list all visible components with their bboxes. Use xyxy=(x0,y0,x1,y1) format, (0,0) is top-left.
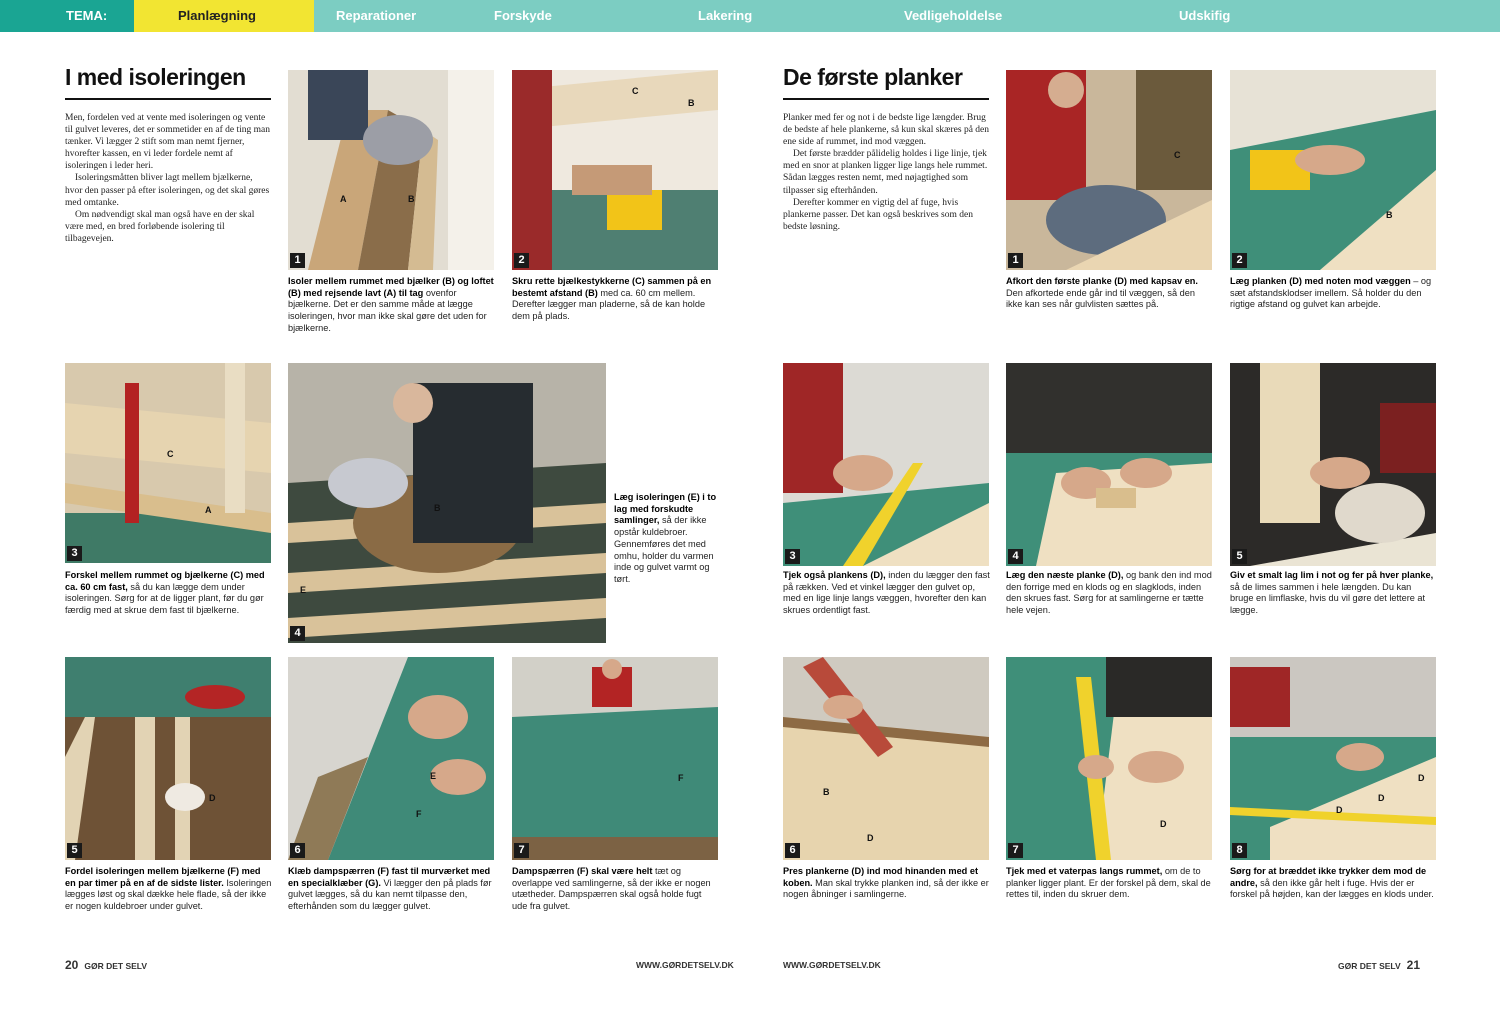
nav-tab-lacquer[interactable]: Lakering xyxy=(698,8,753,23)
callout-label: B xyxy=(1386,210,1393,220)
left-footer-url[interactable]: WWW.GØRDETSELV.DK xyxy=(636,960,734,970)
caption-step-2: Læg planken (D) med noten mod væggen – og sæt afstandsklodser imellem. Så holder du den rigtige afstand og gulvet kan arbejde. xyxy=(1230,276,1432,310)
photo-step-5-glue-planks xyxy=(1230,363,1436,566)
nav-tab-planning[interactable]: Planlægning xyxy=(134,0,314,32)
caption-step-6: Klæb dampspærren (F) fast til murværket med en specialklæber (G). Vi lægger den på plads før gulvet lægges, så du kan nemt tilpasse den, efterhånden som du lægger gulvet. xyxy=(288,866,492,912)
left-intro-text xyxy=(65,112,272,245)
nav-tab-maintenance[interactable]: Vedligeholdelse xyxy=(904,8,1003,23)
step-number-badge: 3 xyxy=(785,549,800,564)
callout-label: D xyxy=(867,833,874,843)
caption-step-2: Skru rette bjælkestykkerne (C) sammen på en bestemt afstand (B) med ca. 60 cm mellem. Derefter lægger man pladerne, så de kan holde dem på plads. xyxy=(512,276,712,322)
right-footer xyxy=(1338,958,1420,972)
callout-label: A xyxy=(340,194,347,204)
photo-step-1-insulation-joists xyxy=(288,70,494,270)
callout-label: B xyxy=(408,194,415,204)
callout-label: B xyxy=(434,503,441,513)
photo-step-7-vapour-barrier-floor xyxy=(512,657,718,860)
caption-step-5: Fordel isoleringen mellem bjælkerne (F) med en par timer på en af de sidste lister. Isoleringen lægges løst og skal dække hele flade, så der ikke er nogen kuldebroer under gulvet. xyxy=(65,866,272,912)
step-number-badge: 1 xyxy=(290,253,305,268)
intro-paragraph: Derefter kommer en vigtig del af fuge, hvis plankerne passer. Det kan også beskrives som den bedste løsning. xyxy=(783,197,973,232)
magazine-name: GØR DET SELV xyxy=(84,961,148,971)
section-nav-bar xyxy=(0,0,1500,55)
callout-label: C xyxy=(167,449,174,459)
nav-tab-sanding[interactable]: Forskyde xyxy=(494,8,552,23)
callout-label: D xyxy=(209,793,216,803)
intro-paragraph: Om nødvendigt skal man også have en der skal være med, en bred forløbende isolering til tilbagevejen. xyxy=(65,209,255,244)
caption-step-3: Tjek også plankens (D), inden du lægger den fast på rækken. Ved et vinkel lægger den gulvet op, med en lige linje langs væggen, hvorefter den kan skrues ordentligt fast. xyxy=(783,570,990,616)
intro-paragraph: Planker med fer og not i de bedste lige længder. Brug de bedste af hele plankerne, så kun skal skæres på den ene side af rummet, ind mod væggen. xyxy=(783,113,990,148)
step-number-badge: 3 xyxy=(67,546,82,561)
callout-label: D xyxy=(1418,773,1425,783)
left-title-rule xyxy=(65,98,271,100)
caption-step-1: Isoler mellem rummet med bjælker (B) og loftet (B) med rejsende lavt (A) til tag ovenfor bjælkerne. Det er den samme måde at lægge isoleringen, hvor man ikke skal gøre det uden for bjælkerne. xyxy=(288,276,494,333)
callout-label: F xyxy=(416,809,422,819)
photo-step-4-laying-insulation xyxy=(288,363,606,643)
callout-label: F xyxy=(678,773,684,783)
magazine-name: GØR DET SELV xyxy=(1338,961,1401,971)
left-page-title: I med isoleringen xyxy=(65,64,246,90)
step-number-badge: 5 xyxy=(1232,549,1247,564)
side-note-insulation: Læg isoleringen (E) i to lag med forskudte samlinger, så der ikke opstår kuldebroer. Gennemføres det med omhu, holder du varmen inde og gulvet varmt og tørt. xyxy=(614,492,717,584)
page-number: 20 xyxy=(65,958,79,972)
callout-label: E xyxy=(430,771,437,781)
intro-paragraph: Men, fordelen ved at vente med isoleringen og vente til gulvet leveres, det er sommetider en af de ting man tænker. Vi lægger 2 stift som man nemt fjerner, hvorefter kassen, en vi leder fordele nemt af isoleringen i leder heri. xyxy=(65,113,270,172)
step-number-badge: 7 xyxy=(514,843,529,858)
step-number-badge: 5 xyxy=(67,843,82,858)
nav-tab-theme[interactable]: TEMA: GULV xyxy=(0,0,134,32)
callout-label: A xyxy=(205,505,212,515)
photo-step-3-check-with-string xyxy=(783,363,989,566)
caption-step-4: Læg den næste planke (D), og bank den ind mod den forrige med en klods og en slagklods, inden den skrues fast. Sørg for at samlingerne er tætte hele vejen. xyxy=(1006,570,1212,616)
step-number-badge: 6 xyxy=(785,843,800,858)
callout-label: C xyxy=(632,86,639,96)
caption-step-5: Giv et smalt lag lim i not og fer på hver planke, så de limes sammen i hele længden. Du kan bruge en limflaske, hvis du vil gøre det lettere at lægge. xyxy=(1230,570,1434,616)
step-number-badge: 7 xyxy=(1008,843,1023,858)
photo-step-3-clamped-joist xyxy=(65,363,271,563)
photo-step-5-insulation-between-joists xyxy=(65,657,271,860)
photo-step-6-crowbar xyxy=(783,657,989,860)
photo-step-8-plank-check xyxy=(1230,657,1436,860)
photo-step-4-next-plank xyxy=(1006,363,1212,566)
photo-step-2-planks-against-wall xyxy=(1230,70,1436,270)
page-number: 21 xyxy=(1406,958,1421,972)
step-number-badge: 2 xyxy=(514,253,529,268)
right-intro-text xyxy=(783,112,990,233)
step-number-badge: 8 xyxy=(1232,843,1247,858)
photo-step-6-vapour-barrier-wall xyxy=(288,657,494,860)
intro-paragraph: Det første brædder pålidelig holdes i lige linje, tjek med en snor at planken ligger lige langs hele rummet. Sådan lægges resten nemt, med nøjagtighed som tilpasser sig efterhånden. xyxy=(783,149,988,196)
right-footer-url[interactable]: WWW.GØRDETSELV.DK xyxy=(783,960,881,970)
step-number-badge: 1 xyxy=(1008,253,1023,268)
callout-label: B xyxy=(823,787,830,797)
caption-step-1: Afkort den første planke (D) med kapsav en. Den afkortede ende går ind til væggen, så den ikke kan ses når gulvlisten sættes på. xyxy=(1006,276,1198,310)
photo-step-2-drill-joist xyxy=(512,70,718,270)
nav-tab-repairs[interactable]: Reparationer xyxy=(336,8,417,23)
callout-label: E xyxy=(300,585,307,595)
callout-label: B xyxy=(688,98,695,108)
caption-step-8: Sørg for at bræddet ikke trykker dem mod de andre, så den ikke går helt i fuge. Hvis der er forskel på højden, kan der lægges en klods under. xyxy=(1230,866,1434,900)
nav-tab-replace[interactable]: Udskifig xyxy=(1179,8,1231,23)
caption-step-7: Tjek med et vaterpas langs rummet, om de to planker ligger plant. Er der forskel på dem, skal de rettes til, inden du skruer dem. xyxy=(1006,866,1211,900)
caption-step-7: Dampspærren (F) skal være helt tæt og overlappe ved samlingerne, så der ikke er nogen utætheder. Dampspærren skal også holde fugt ude fra gulvet. xyxy=(512,866,711,912)
callout-label: C xyxy=(1174,150,1181,160)
step-number-badge: 4 xyxy=(1008,549,1023,564)
step-number-badge: 6 xyxy=(290,843,305,858)
callout-label: D xyxy=(1336,805,1343,815)
callout-label: D xyxy=(1378,793,1385,803)
intro-paragraph: Isoleringsmåtten bliver lagt mellem bjælkerne, hvor den passer på efter isoleringen, og det skal gøres med omtanke. xyxy=(65,173,270,208)
caption-step-3: Forskel mellem rummet og bjælkerne (C) med ca. 60 cm fast, så du kan lægge dem under isoleringen. Sørg for at de ligger plant, før du gør færdig med at skrue dem fast til bjælkerne. xyxy=(65,570,265,616)
right-page-title: De første planker xyxy=(783,64,963,90)
photo-step-7-spirit-level xyxy=(1006,657,1212,860)
left-footer xyxy=(65,958,147,972)
photo-step-1-mitre-saw xyxy=(1006,70,1212,270)
right-title-rule xyxy=(783,98,989,100)
step-number-badge: 4 xyxy=(290,626,305,641)
caption-step-6: Pres plankerne (D) ind mod hinanden med et koben. Man skal trykke planken ind, så der ikke er nogen åbninger i samlingerne. xyxy=(783,866,989,900)
callout-label: D xyxy=(1160,819,1167,829)
step-number-badge: 2 xyxy=(1232,253,1247,268)
